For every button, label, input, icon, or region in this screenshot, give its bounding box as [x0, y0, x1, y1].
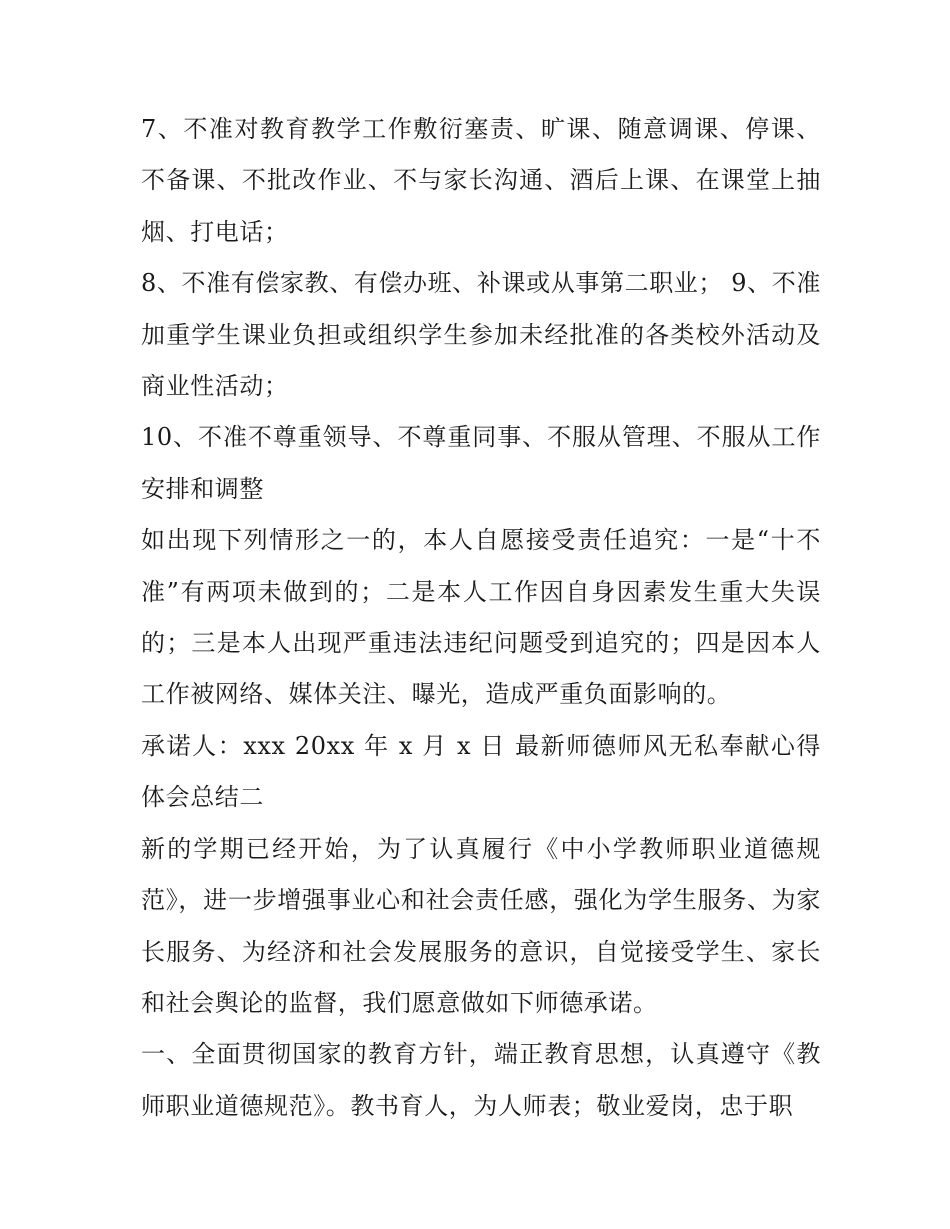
paragraph-rule-8-9: 8、不准有偿家教、有偿办班、补课或从事第二职业； 9、不准加重学生课业负担或组织学生参加未经批准的各类校外活动及商业性活动；	[141, 269, 821, 401]
paragraph-rule-10: 10、不准不尊重领导、不尊重同事、不服从管理、不服从工作安排和调整	[141, 423, 821, 503]
paragraph-rule-7: 7、不准对教育教学工作敷衍塞责、旷课、随意调课、停课、不备课、不批改作业、不与家长沟通、酒后上课、在课堂上抽烟、打电话；	[141, 115, 821, 246]
paragraph-accountability: 如出现下列情形之一的，本人自愿接受责任追究：一是“十不准”有两项未做到的；二是本人工作因自身因素发生重大失误的；三是本人出现严重违法违纪问题受到追究的；四是因本人工作被网络、媒体关注、曝光，造成严重负面影响的。	[141, 526, 821, 709]
paragraph-signature-heading: 承诺人：xxx 20xx 年 x 月 x 日 最新师德师风无私奉献心得体会总结二	[141, 731, 821, 812]
document-body	[141, 104, 821, 1132]
paragraph-intro: 新的学期已经开始，为了认真履行《中小学教师职业道德规范》，进一步增强事业心和社会责任感，强化为学生服务、为家长服务、为经济和社会发展服务的意识，自觉接受学生、家长和社会舆论的监督，我们愿意做如下师德承诺。	[141, 834, 821, 1017]
paragraph-item-1: 一、全面贯彻国家的教育方针，端正教育思想，认真遵守《教师职业道德规范》。教书育人，为人师表；敬业爱岗，忠于职	[141, 1040, 821, 1120]
